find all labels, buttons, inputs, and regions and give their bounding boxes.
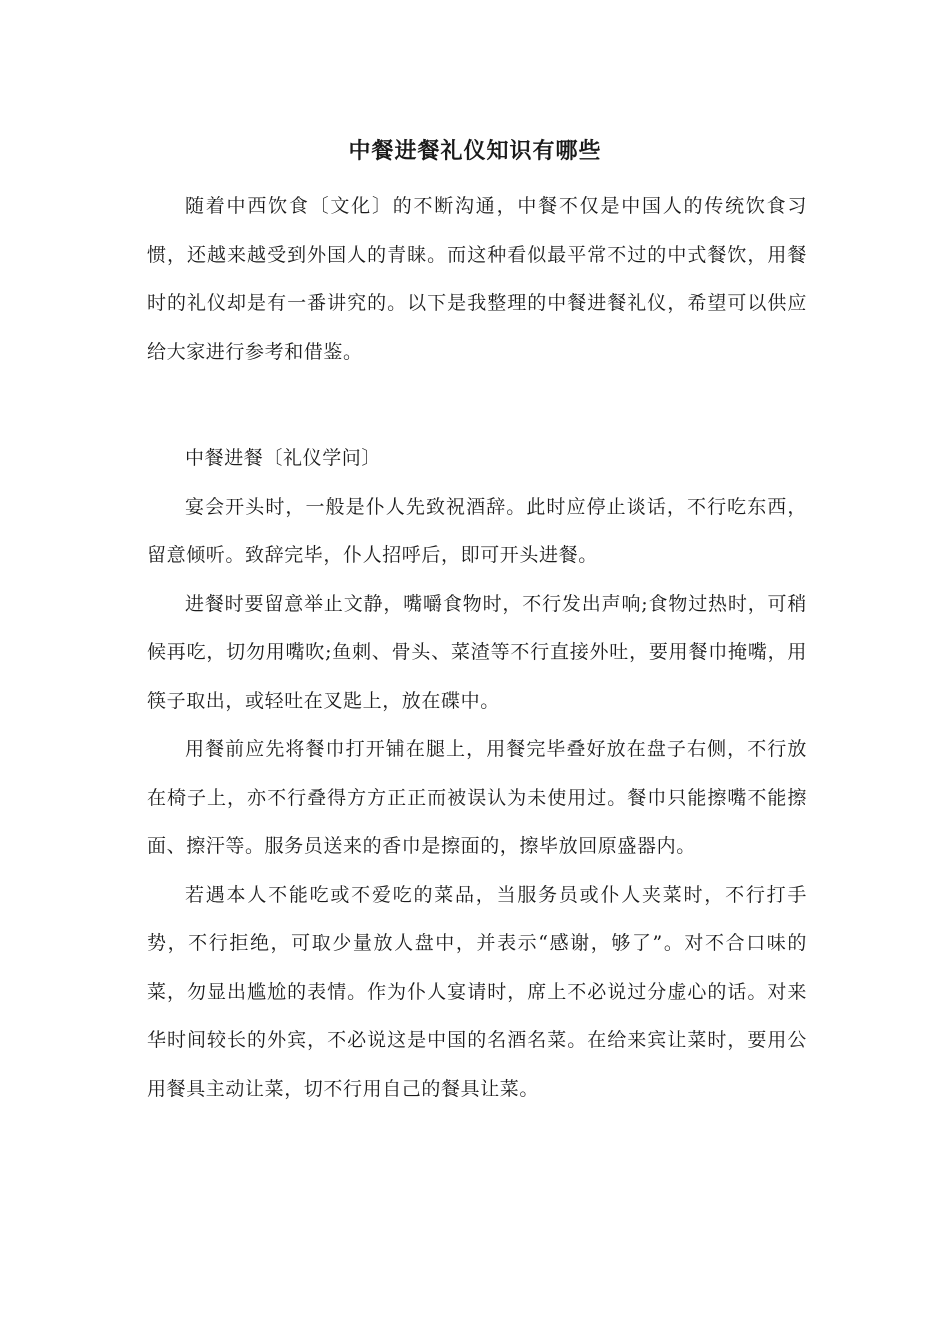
body-paragraph: 若遇本人不能吃或不爱吃的菜品，当服务员或仆人夹菜时，不行打手势，不行拒绝，可取少量放人盘中，并表示“感谢，够了”。对不合口味的菜，勿显出尴尬的表情。作为仆人宴请时，席上不必说过分虚心的话。对来华时间较长的外宾，不必说这是中国的名酒名菜。在给来宾让菜时，要用公用餐具主动让菜，切不行用自己的餐具让菜。 [147,883,807,1100]
document-body [147,182,807,1113]
document-title: 中餐进餐礼仪知识有哪些 [348,138,602,164]
intro-paragraph: 随着中西饮食〔文化〕的不断沟通，中餐不仅是中国人的传统饮食习惯，还越来越受到外国人的青睐。而这种看似最平常不过的中式餐饮，用餐时的礼仪却是有一番讲究的。以下是我整理的中餐进餐礼仪，希望可以供应给大家进行参考和借鉴。 [147,195,807,363]
body-paragraph: 用餐前应先将餐巾打开铺在腿上，用餐完毕叠好放在盘子右侧，不行放在椅子上，亦不行叠得方方正正而被误认为未使用过。餐巾只能擦嘴不能擦面、擦汗等。服务员送来的香巾是擦面的，擦毕放回原盛器内。 [147,738,807,857]
body-paragraph: 进餐时要留意举止文静，嘴嚼食物时，不行发出声响;食物过热时，可稍候再吃，切勿用嘴吹;鱼刺、骨头、菜渣等不行直接外吐，要用餐巾掩嘴，用筷子取出，或轻吐在叉匙上，放在碟中。 [147,592,807,712]
blank-line [147,376,807,434]
section-heading: 中餐进餐〔礼仪学问〕 [185,447,382,469]
body-paragraph: 宴会开头时，一般是仆人先致祝酒辞。此时应停止谈话，不行吃东西，留意倾听。致辞完毕，仆人招呼后，即可开头进餐。 [147,495,807,566]
